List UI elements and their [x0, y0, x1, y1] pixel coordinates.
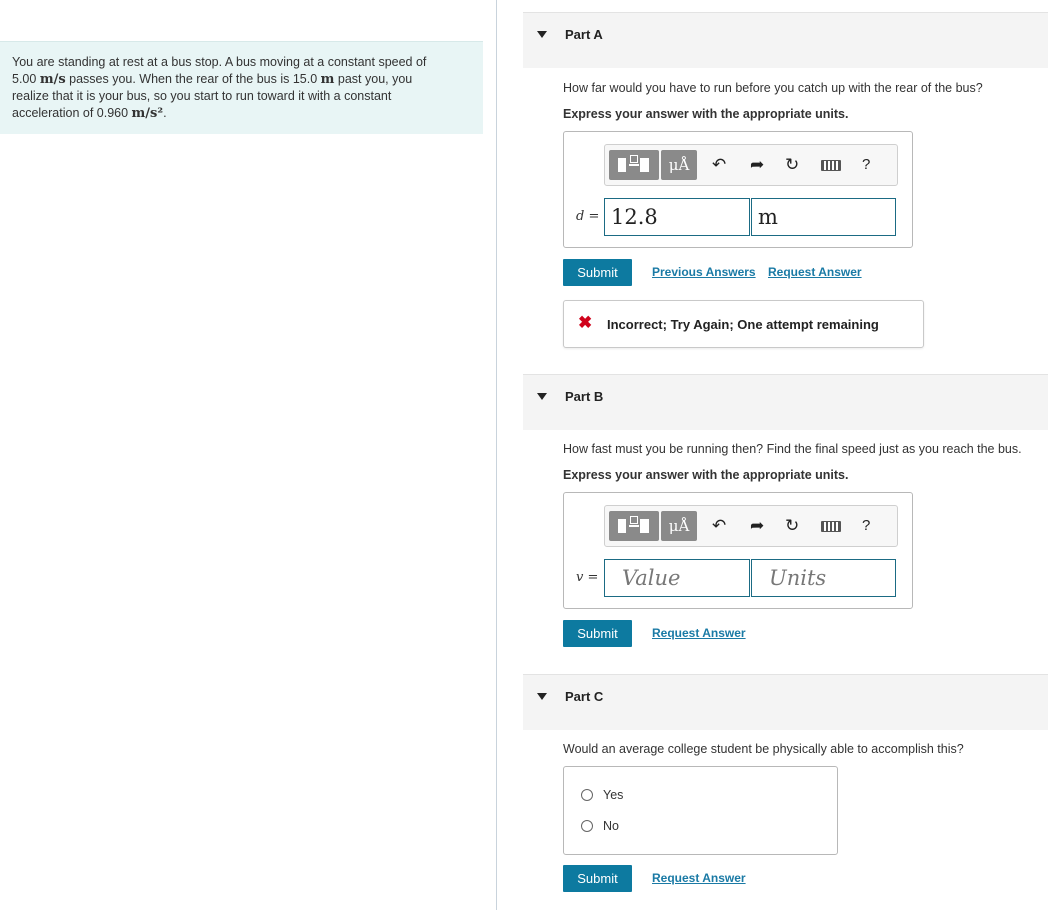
part-a-submit-button[interactable]: Submit	[563, 259, 632, 286]
redo-icon[interactable]: ➦	[750, 155, 765, 174]
undo-icon[interactable]: ↶	[712, 516, 727, 535]
unit-acceleration: m/s²	[131, 106, 164, 121]
part-c-question: Would an average college student be physically able to accomplish this?	[563, 742, 964, 756]
reset-icon[interactable]: ↻	[785, 155, 800, 174]
templates-icon[interactable]	[609, 511, 659, 541]
value-input[interactable]: 12.8	[604, 198, 750, 236]
reset-icon[interactable]: ↻	[785, 516, 800, 535]
keyboard-icon[interactable]	[821, 521, 841, 532]
part-c-choices	[563, 766, 838, 855]
feedback-message: Incorrect; Try Again; One attempt remaining	[607, 317, 879, 332]
part-b-header[interactable]	[523, 374, 1048, 430]
part-c-submit-button[interactable]: Submit	[563, 865, 632, 892]
help-icon[interactable]: ?	[862, 156, 871, 173]
part-c-request-answer-link[interactable]: Request Answer	[652, 871, 746, 885]
math-toolbar	[604, 505, 898, 547]
part-b-answer-box	[563, 492, 913, 609]
part-b-question: How fast must you be running then? Find the final speed just as you reach the bus.	[563, 442, 1022, 456]
units-input[interactable]: Units	[751, 559, 896, 597]
symbols-button[interactable]: μÅ	[661, 511, 697, 541]
part-a-answer-box	[563, 131, 913, 248]
problem-statement	[0, 41, 483, 134]
redo-icon[interactable]: ➦	[750, 516, 765, 535]
radio-no[interactable]	[581, 820, 593, 832]
keyboard-icon[interactable]	[821, 160, 841, 171]
problem-line: acceleration of 0.960 m/s².	[12, 106, 167, 121]
part-c-title: Part C	[565, 689, 604, 704]
pane-divider	[496, 0, 497, 910]
help-icon[interactable]: ?	[862, 517, 871, 534]
undo-icon[interactable]: ↶	[712, 155, 727, 174]
part-a-header[interactable]	[523, 12, 1048, 68]
part-b-instructions: Express your answer with the appropriate units.	[563, 468, 849, 482]
collapse-triangle-icon[interactable]	[537, 393, 547, 400]
part-a-title: Part A	[565, 27, 603, 42]
unit-meter: m	[320, 72, 335, 87]
units-input[interactable]: m	[751, 198, 896, 236]
choice-label-no[interactable]: No	[603, 819, 619, 833]
part-a-request-answer-link[interactable]: Request Answer	[768, 265, 862, 279]
symbols-button[interactable]: μÅ	[661, 150, 697, 180]
unit-speed: m/s	[39, 72, 66, 87]
feedback-incorrect	[563, 300, 924, 348]
part-c-header[interactable]	[523, 674, 1048, 730]
choice-label-yes[interactable]: Yes	[603, 788, 624, 802]
radio-yes[interactable]	[581, 789, 593, 801]
collapse-triangle-icon[interactable]	[537, 693, 547, 700]
collapse-triangle-icon[interactable]	[537, 31, 547, 38]
math-toolbar	[604, 144, 898, 186]
problem-line: realize that it is your bus, so you start to run toward it with a constant	[12, 89, 392, 103]
variable-label-v: v =	[576, 570, 599, 585]
incorrect-x-icon: ✖	[578, 313, 593, 332]
part-a-instructions: Express your answer with the appropriate units.	[563, 107, 849, 121]
previous-answers-link[interactable]: Previous Answers	[652, 265, 756, 279]
part-a-question: How far would you have to run before you catch up with the rear of the bus?	[563, 81, 983, 95]
part-b-submit-button[interactable]: Submit	[563, 620, 632, 647]
part-b-request-answer-link[interactable]: Request Answer	[652, 626, 746, 640]
value-input[interactable]: Value	[604, 559, 750, 597]
problem-line: 5.00 m/s passes you. When the rear of the bus is 15.0 m past you, you	[12, 72, 413, 87]
problem-line: You are standing at rest at a bus stop. A bus moving at a constant speed of	[12, 55, 427, 69]
templates-icon[interactable]	[609, 150, 659, 180]
part-b-title: Part B	[565, 389, 604, 404]
variable-label-d: d =	[576, 209, 600, 224]
